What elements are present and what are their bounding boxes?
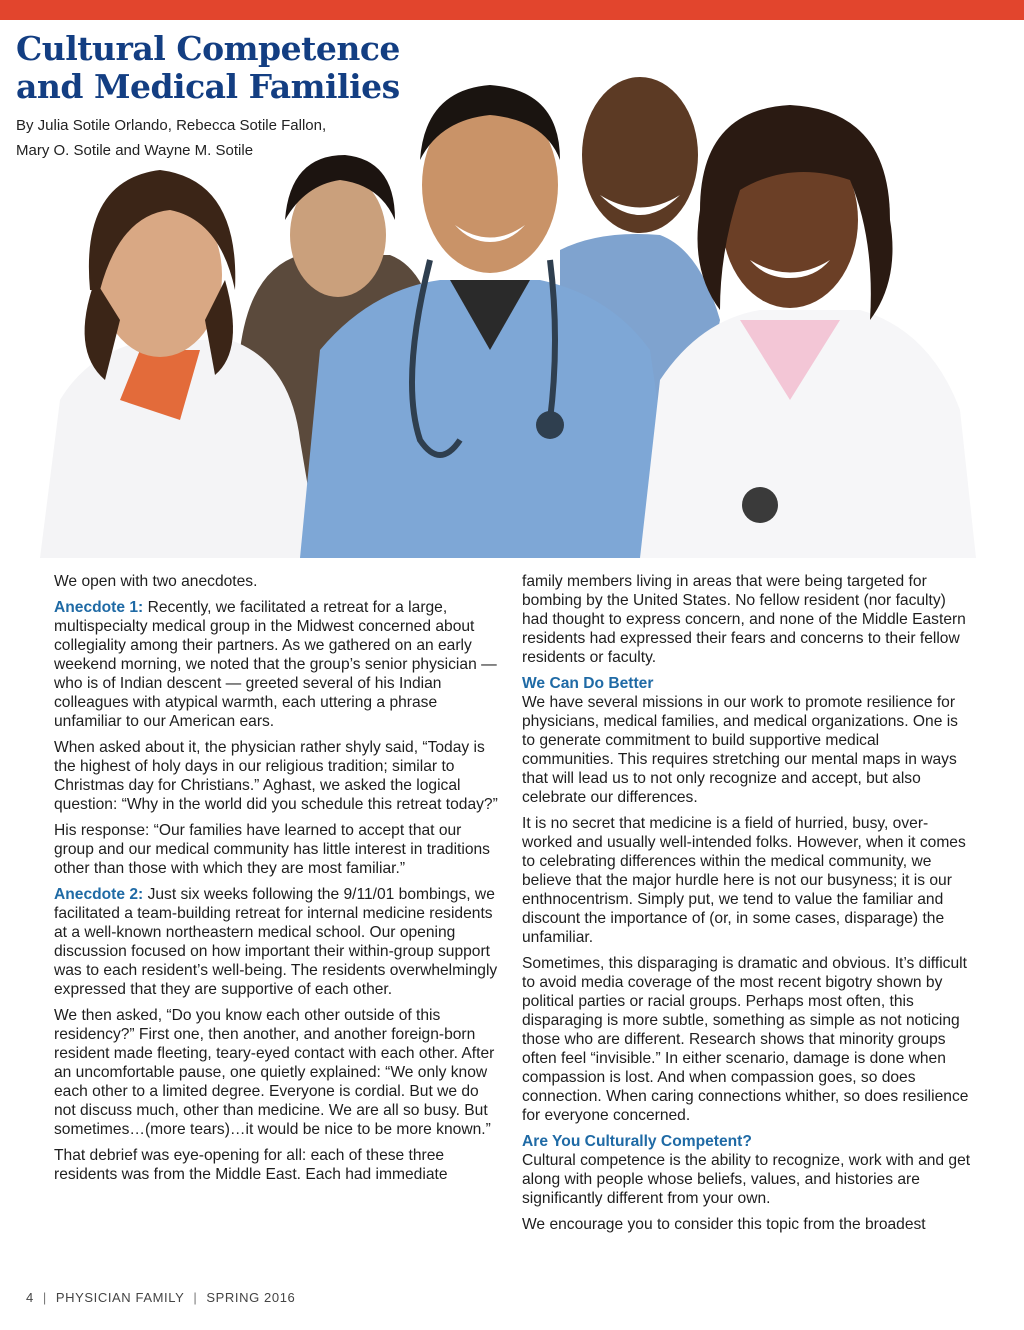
paragraph: We encourage you to consider this topic from the broadest xyxy=(522,1216,926,1233)
paragraph: Sometimes, this disparaging is dramatic and obvious. It’s difficult to avoid media coverage of the most recent bigotry shown by political parties or racial groups. Perhaps most often, this disparaging is more subtle, something as simple as not noticing those who are different. Research shows that minority groups often feel “invisible.” In either scenario, damage is done when compassion is lost. And when compassion goes, so does connection. When caring connections whither, so does resilience for everyone concerned. xyxy=(522,955,969,1124)
section-heading: Are You Culturally Competent? xyxy=(522,1133,752,1150)
paragraph: Cultural competence is the ability to recognize, work with and get along with people whose beliefs, values, and histories are significantly different from your own. xyxy=(522,1152,971,1207)
paragraph: We then asked, “Do you know each other outside of this residency?” First one, then another, and another foreign-born resident made fleeting, teary-eyed contact with each other. After an uncomfortable pause, one quietly explained: “We only know each other to a limited degree. Everyone is cordial. But we do not discuss much, other than medicine. We are all so busy. But sometimes…(more tears)…it would be nice to be more known.” xyxy=(54,1007,495,1138)
article-column-right xyxy=(522,572,972,1241)
paragraph xyxy=(54,885,504,999)
footer-separator: | xyxy=(42,1290,47,1305)
paragraph: family members living in areas that were being targeted for bombing by the United States. No fellow resident (nor faculty) had thought to express concern, and none of the Middle Eastern residents had expressed their fears and concerns to their fellow residents or faculty. xyxy=(522,573,966,666)
paragraph: We have several missions in our work to promote resilience for physicians, medical families, and medical organizations. One is to generate commitment to build supportive medical communities. This requires stretching our mental maps in ways that will lead us to not only recognize and accept, but also celebrate our differences. xyxy=(522,694,958,806)
anecdote-label: Anecdote 1: xyxy=(54,599,144,616)
article-byline xyxy=(16,113,396,163)
byline-line-1: By Julia Sotile Orlando, Rebecca Sotile Fallon, xyxy=(16,117,327,134)
paragraph: His response: “Our families have learned to accept that our group and our medical community has little interest in traditions other than those with which they are most familiar.” xyxy=(54,822,490,877)
paragraph: It is no secret that medicine is a field of hurried, busy, over-worked and usually well-intended folks. However, when it comes to celebrating differences within the medical community, we believe that the major hurdle here is not our busyness; it is our enthnocentrism. Simply put, we tend to value the familiar and discount the importance of (or, in some cases, disparage) the unfamiliar. xyxy=(522,815,966,946)
page-footer xyxy=(26,1290,295,1305)
page-number: 4 xyxy=(26,1290,34,1305)
paragraph: We open with two anecdotes. xyxy=(54,573,258,590)
paragraph-text: Recently, we facilitated a retreat for a large, multispecialty medical group in the Midwest concerned about collegiality among their partners. As we gathered on an early weekend morning, we noted that the group’s senior physician — who is of Indian descent — greeted several of his Indian colleagues with atypical warmth, each uttering a phrase unfamiliar to our American ears. xyxy=(54,599,497,730)
paragraph-text: Just six weeks following the 9/11/01 bombings, we facilitated a team-building retreat for internal medicine residents at a well-known northeastern medical school. Our opening discussion focused on how important their within-group support was to each resident’s well-being. The residents overwhelmingly expressed that they are supportive of each other. xyxy=(54,886,498,998)
top-accent-bar xyxy=(0,0,1024,20)
issue-date: SPRING 2016 xyxy=(206,1290,296,1305)
paragraph xyxy=(54,598,504,731)
publication-name: PHYSICIAN FAMILY xyxy=(55,1290,185,1305)
footer-separator: | xyxy=(193,1290,198,1305)
anecdote-label: Anecdote 2: xyxy=(54,886,144,903)
section-heading: We Can Do Better xyxy=(522,675,654,692)
paragraph: When asked about it, the physician rather shyly said, “Today is the highest of holy days in our religious tradition; similar to Christmas day for Christians.” Aghast, we asked the logical question: “Why in the world did you schedule this retreat today?” xyxy=(54,739,498,813)
paragraph: That debrief was eye-opening for all: each of these three residents was from the Middle East. Each had immediate xyxy=(54,1147,448,1183)
article-column-left xyxy=(54,572,504,1191)
article-title: Cultural Competence and Medical Families xyxy=(16,29,400,106)
byline-line-2: Mary O. Sotile and Wayne M. Sotile xyxy=(16,142,254,159)
